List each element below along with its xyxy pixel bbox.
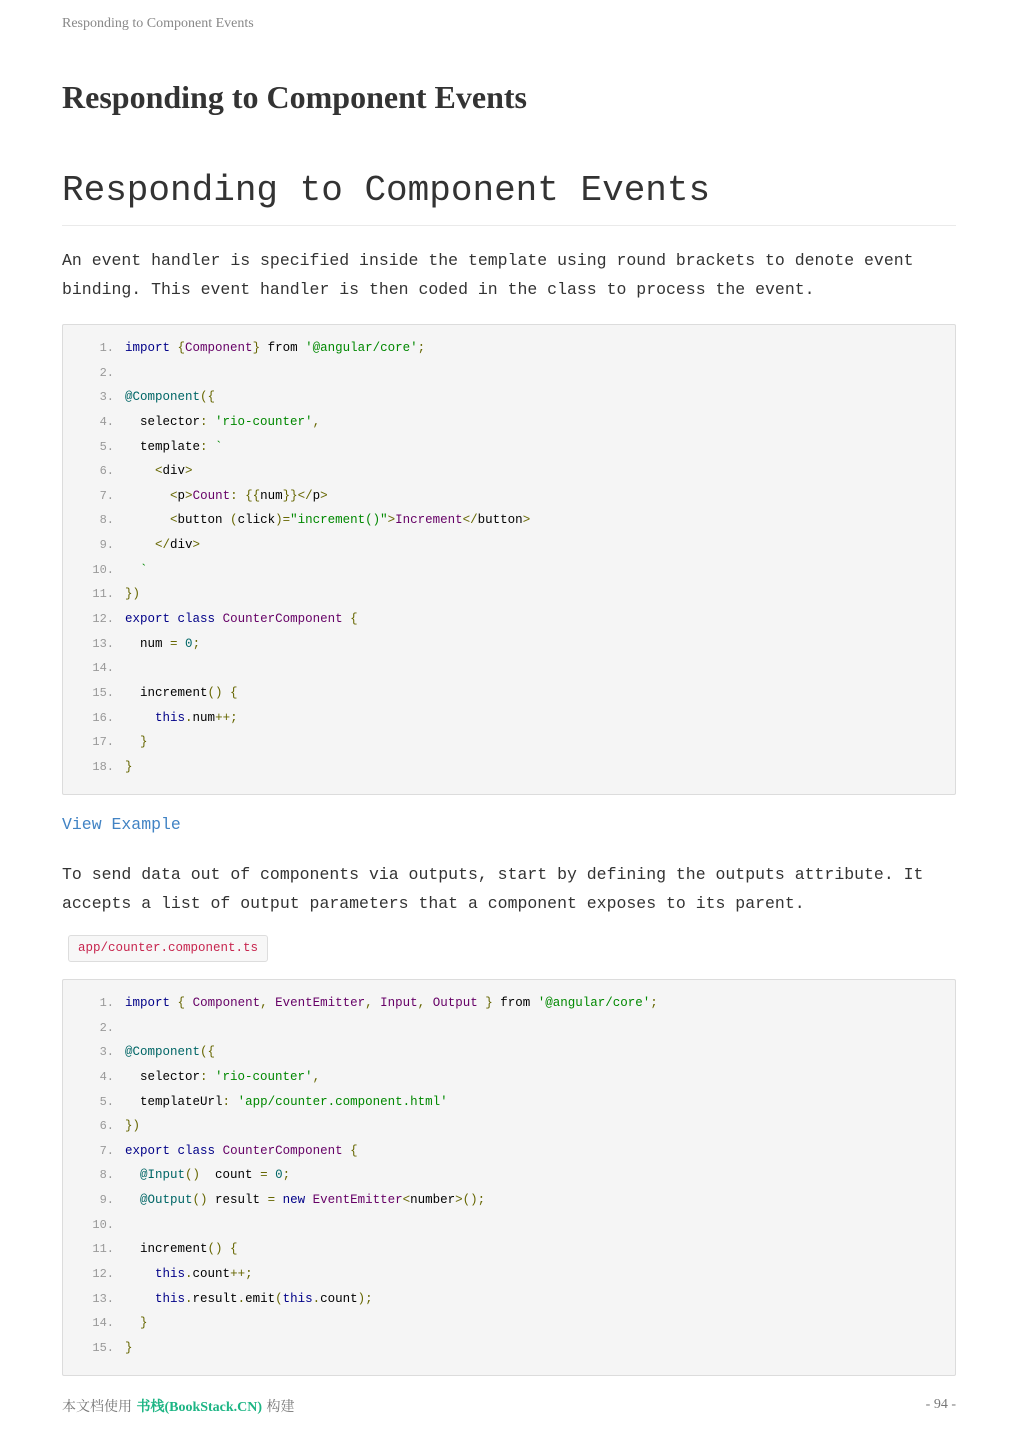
line-code xyxy=(125,1090,448,1115)
line-code xyxy=(125,435,223,460)
code-token: . xyxy=(185,710,193,725)
code-token: < xyxy=(170,488,178,503)
code-token: >(); xyxy=(455,1193,486,1208)
line-number: 7. xyxy=(99,488,114,503)
code-token xyxy=(305,1193,313,1207)
code-token: } xyxy=(140,735,148,750)
code-token: { xyxy=(230,685,238,700)
code-token: from xyxy=(492,996,538,1010)
line-code xyxy=(125,681,238,706)
line-number: 14. xyxy=(92,1316,114,1331)
code-token xyxy=(125,711,155,725)
line-number: 8. xyxy=(99,513,114,528)
code-token: ` xyxy=(215,439,223,454)
code-line xyxy=(63,730,955,755)
line-number: 4. xyxy=(99,414,114,429)
line-number: 11. xyxy=(92,587,114,602)
file-name-label: app/counter.component.ts xyxy=(68,935,268,962)
code-token: ; xyxy=(192,636,201,651)
code-token xyxy=(170,996,178,1010)
code-line xyxy=(63,1114,955,1139)
code-line xyxy=(63,361,955,386)
code-token: num xyxy=(125,636,171,651)
code-token: ( xyxy=(275,1291,283,1306)
code-token xyxy=(223,686,231,700)
line-code xyxy=(125,410,320,435)
code-line xyxy=(63,385,955,410)
code-token xyxy=(170,341,178,355)
code-line xyxy=(63,582,955,607)
line-code xyxy=(125,1188,485,1213)
code-line xyxy=(63,656,955,681)
code-token: number xyxy=(410,1193,456,1208)
code-token: , xyxy=(312,1069,321,1084)
code-token: . xyxy=(185,1267,193,1282)
code-block-event-handler xyxy=(62,324,956,795)
code-token: button xyxy=(177,513,231,528)
line-code xyxy=(125,484,328,509)
code-token xyxy=(125,563,140,577)
code-token: < xyxy=(402,1193,411,1208)
line-code xyxy=(125,607,358,632)
code-token: CounterComponent xyxy=(222,612,343,627)
code-token xyxy=(125,735,140,749)
line-code xyxy=(125,533,200,558)
code-token: }) xyxy=(125,1119,141,1134)
footer-suffix: 构建 xyxy=(262,1399,295,1415)
code-token xyxy=(230,1095,238,1109)
code-line xyxy=(63,1262,955,1287)
code-token xyxy=(125,1168,140,1182)
line-code xyxy=(125,1262,253,1287)
code-token: , xyxy=(365,996,373,1010)
code-token: , xyxy=(260,996,268,1010)
code-line xyxy=(63,1139,955,1164)
code-token xyxy=(170,612,178,626)
line-number: 2. xyxy=(99,1020,114,1035)
line-number: 5. xyxy=(99,1094,114,1109)
line-code xyxy=(125,385,215,410)
code-token: increment xyxy=(125,1242,208,1257)
code-token: } xyxy=(252,341,261,355)
line-code xyxy=(125,1114,140,1139)
code-token: () xyxy=(207,685,223,700)
line-number: 16. xyxy=(92,710,114,725)
code-token: Output xyxy=(432,996,478,1010)
code-token xyxy=(223,1242,231,1256)
code-token: count xyxy=(192,1267,231,1282)
code-token: () xyxy=(185,1168,201,1183)
line-number: 3. xyxy=(99,1045,114,1060)
code-token: Component xyxy=(185,341,253,355)
line-number: 6. xyxy=(99,1119,114,1134)
code-lines xyxy=(63,991,955,1361)
code-token: { xyxy=(230,1242,238,1257)
line-code xyxy=(125,336,425,361)
line-code xyxy=(125,459,193,484)
code-token: : xyxy=(222,1094,231,1109)
line-number: 15. xyxy=(92,685,114,700)
code-token: )= xyxy=(275,513,291,528)
code-token: } xyxy=(140,1316,148,1331)
line-code xyxy=(125,632,200,657)
code-token: 0 xyxy=(185,636,193,651)
code-token: : xyxy=(200,414,208,429)
code-token: this xyxy=(155,710,186,725)
code-token xyxy=(208,440,216,454)
code-token: { xyxy=(350,612,358,627)
line-code xyxy=(125,1311,148,1336)
code-token: }) xyxy=(125,587,141,602)
code-line xyxy=(63,1237,955,1262)
line-number: 1. xyxy=(99,996,114,1010)
line-code xyxy=(125,755,133,780)
code-token: result xyxy=(192,1291,238,1306)
code-token: Input xyxy=(380,996,418,1010)
code-token: = xyxy=(170,636,178,651)
code-token: ++; xyxy=(215,710,238,725)
code-token: export xyxy=(125,612,171,627)
code-token: Component xyxy=(192,996,261,1010)
line-number: 12. xyxy=(92,612,114,627)
code-line xyxy=(63,1040,955,1065)
code-token: > xyxy=(192,538,201,553)
page-number: - 94 - xyxy=(925,1397,956,1412)
code-token: p xyxy=(312,488,321,503)
line-code xyxy=(125,508,530,533)
code-token: count xyxy=(320,1291,358,1306)
code-block-counter-component xyxy=(62,979,956,1376)
code-token: < xyxy=(155,464,163,479)
code-token: </ xyxy=(462,513,478,528)
line-code xyxy=(125,582,140,607)
code-token: Count xyxy=(192,488,231,503)
line-number: 10. xyxy=(92,562,114,577)
code-token: "increment()" xyxy=(290,513,388,528)
code-line xyxy=(63,681,955,706)
line-number: 13. xyxy=(92,1291,114,1306)
code-token xyxy=(178,637,186,651)
code-token: { xyxy=(177,341,186,355)
section-title: Responding to Component Events xyxy=(62,170,956,226)
line-number: 4. xyxy=(99,1069,114,1084)
code-token: ; xyxy=(650,996,658,1010)
code-line xyxy=(63,1016,955,1041)
code-line xyxy=(63,533,955,558)
code-line xyxy=(63,706,955,731)
code-line xyxy=(63,558,955,583)
code-line xyxy=(63,1188,955,1213)
code-line xyxy=(63,410,955,435)
code-token xyxy=(125,489,170,503)
code-token: emit xyxy=(245,1291,276,1306)
line-number: 6. xyxy=(99,464,114,479)
footer-credit xyxy=(62,1396,295,1416)
code-line xyxy=(63,1311,955,1336)
code-token xyxy=(170,1144,178,1158)
code-line xyxy=(63,1336,955,1361)
code-line xyxy=(63,1163,955,1188)
code-token: 'rio-counter' xyxy=(215,1069,313,1084)
code-token: result xyxy=(207,1193,268,1208)
code-token: ); xyxy=(357,1291,373,1306)
code-token: class xyxy=(177,1143,216,1158)
line-code xyxy=(125,1237,238,1262)
code-token: num xyxy=(192,710,216,725)
code-token: < xyxy=(170,513,178,528)
code-token: import xyxy=(125,341,171,355)
code-line xyxy=(63,755,955,780)
code-token: . xyxy=(237,1291,246,1306)
code-token: { xyxy=(350,1143,358,1158)
code-line xyxy=(63,632,955,657)
code-token: () xyxy=(207,1242,223,1257)
outputs-paragraph: To send data out of components via outputs, start by defining the outputs attribute. It accepts a list of output parameters that a component exposes to its parent. xyxy=(62,865,924,913)
code-token xyxy=(125,538,155,552)
code-token: : xyxy=(200,1069,208,1084)
line-code xyxy=(125,1139,358,1164)
code-token: } xyxy=(485,996,493,1010)
line-number: 3. xyxy=(99,390,114,405)
code-token: > xyxy=(320,488,328,503)
code-token: num xyxy=(260,488,283,503)
code-line xyxy=(63,435,955,460)
line-code xyxy=(125,1065,320,1090)
code-token: . xyxy=(185,1291,193,1306)
code-token xyxy=(185,996,193,1010)
line-number: 1. xyxy=(99,341,114,355)
code-line xyxy=(63,484,955,509)
code-token: '@angular/core' xyxy=(537,996,651,1010)
code-token: ; xyxy=(282,1168,291,1183)
code-token xyxy=(125,513,170,527)
code-token: CounterComponent xyxy=(222,1143,343,1158)
code-token: } xyxy=(125,1340,133,1355)
line-number: 7. xyxy=(99,1143,114,1158)
code-token: > xyxy=(522,513,531,528)
line-code xyxy=(125,991,658,1016)
code-token: Increment xyxy=(395,513,463,528)
code-token xyxy=(208,415,216,429)
footer-prefix: 本文档使用 xyxy=(62,1399,137,1415)
code-token: </ xyxy=(155,538,171,553)
code-token: this xyxy=(155,1291,186,1306)
code-token xyxy=(268,1168,276,1182)
line-number: 8. xyxy=(99,1168,114,1183)
code-token: export xyxy=(125,1143,171,1158)
line-number: 15. xyxy=(92,1340,114,1355)
code-token xyxy=(125,1292,155,1306)
code-token: () xyxy=(192,1193,208,1208)
code-token: = xyxy=(267,1193,276,1208)
code-token: ( xyxy=(230,513,238,528)
code-token xyxy=(425,996,433,1010)
code-token xyxy=(215,1144,223,1158)
code-line xyxy=(63,607,955,632)
line-number: 9. xyxy=(99,1193,114,1208)
code-token xyxy=(125,464,155,478)
line-number: 10. xyxy=(92,1217,114,1232)
code-line xyxy=(63,1287,955,1312)
chapter-title: Responding to Component Events xyxy=(62,79,527,115)
code-line xyxy=(63,991,955,1016)
code-token: 'rio-counter' xyxy=(215,414,313,429)
code-token: click xyxy=(237,513,276,528)
code-token: EventEmitter xyxy=(275,996,366,1010)
code-token: ++; xyxy=(230,1267,253,1282)
code-token: div xyxy=(170,538,193,553)
code-token xyxy=(125,1316,140,1330)
code-line xyxy=(63,459,955,484)
code-lines xyxy=(63,336,955,780)
line-code xyxy=(125,1040,215,1065)
code-token: selector xyxy=(125,414,201,429)
code-token: ({ xyxy=(200,390,216,405)
code-token: } xyxy=(125,759,133,774)
line-code xyxy=(125,1163,290,1188)
code-line xyxy=(63,336,955,361)
line-number: 12. xyxy=(92,1267,114,1282)
code-token: : xyxy=(230,488,238,503)
code-token: , xyxy=(417,996,426,1010)
code-token: ({ xyxy=(200,1045,216,1060)
code-token: > xyxy=(387,513,396,528)
line-code xyxy=(125,706,238,731)
code-token: {{ xyxy=(245,488,261,503)
line-code xyxy=(125,1287,373,1312)
code-token: }}</ xyxy=(282,488,313,503)
code-line xyxy=(63,1065,955,1090)
code-token: ` xyxy=(140,562,148,577)
code-token: new xyxy=(282,1193,306,1208)
code-token xyxy=(275,1193,283,1207)
code-line xyxy=(63,508,955,533)
code-line xyxy=(63,1090,955,1115)
code-token: 0 xyxy=(275,1168,283,1183)
code-token: selector xyxy=(125,1069,201,1084)
running-header: Responding to Component Events xyxy=(62,16,254,31)
code-token: button xyxy=(477,513,523,528)
line-code xyxy=(125,1336,133,1361)
code-token xyxy=(125,1267,155,1281)
line-number: 14. xyxy=(92,661,114,676)
line-number: 11. xyxy=(92,1242,114,1257)
code-token: 'app/counter.component.html' xyxy=(237,1094,448,1109)
code-token: ; xyxy=(417,341,426,355)
code-token xyxy=(208,1070,216,1084)
code-token: increment xyxy=(125,685,208,700)
code-token: this xyxy=(282,1291,313,1306)
code-token xyxy=(343,612,351,626)
code-token: p xyxy=(177,488,186,503)
bookstack-link[interactable]: 书栈(BookStack.CN) xyxy=(136,1400,263,1415)
code-token: = xyxy=(260,1168,268,1183)
line-number: 9. xyxy=(99,538,114,553)
view-example-link[interactable]: View Example xyxy=(62,815,181,834)
code-token: . xyxy=(312,1291,321,1306)
code-token: this xyxy=(155,1267,186,1282)
code-token: template xyxy=(125,439,201,454)
code-token: div xyxy=(162,464,186,479)
line-number: 2. xyxy=(99,365,114,380)
code-token: @Component xyxy=(125,1045,201,1060)
code-token: count xyxy=(200,1168,261,1183)
code-token: > xyxy=(185,464,193,479)
code-token xyxy=(125,1193,140,1207)
code-token: : xyxy=(200,439,208,454)
code-token: , xyxy=(312,414,321,429)
code-token xyxy=(268,996,276,1010)
code-token: > xyxy=(185,488,193,503)
code-token xyxy=(343,1144,351,1158)
intro-paragraph: An event handler is specified inside the template using round brackets to denote event binding. This event handler is then coded in the class to process the event. xyxy=(62,251,914,299)
line-code xyxy=(125,730,148,755)
code-token: templateUrl xyxy=(125,1094,223,1109)
code-token: @Input xyxy=(140,1168,186,1183)
line-number: 5. xyxy=(99,439,114,454)
code-token: EventEmitter xyxy=(312,1193,403,1208)
code-token: { xyxy=(177,996,186,1010)
code-line xyxy=(63,1213,955,1238)
code-token: @Output xyxy=(140,1193,193,1208)
code-token: from xyxy=(260,341,306,355)
line-number: 18. xyxy=(92,759,114,774)
code-token xyxy=(238,489,246,503)
line-code xyxy=(125,558,148,583)
line-number: 17. xyxy=(92,735,114,750)
code-token: import xyxy=(125,996,171,1010)
code-token: @Component xyxy=(125,390,201,405)
code-token: class xyxy=(177,612,216,627)
code-token xyxy=(215,612,223,626)
code-token: '@angular/core' xyxy=(305,341,418,355)
line-number: 13. xyxy=(92,636,114,651)
